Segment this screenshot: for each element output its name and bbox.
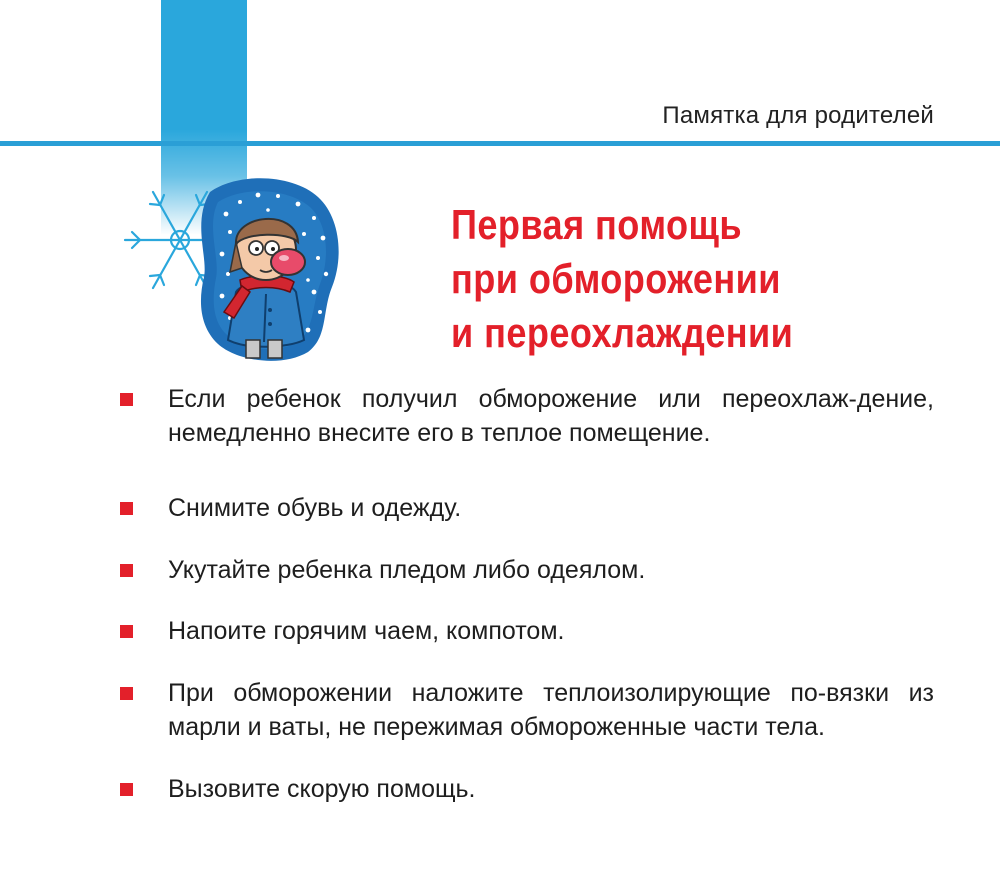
red-square-marker [120, 393, 133, 406]
page-title [451, 198, 812, 360]
list-item [118, 614, 938, 648]
instruction-list [118, 382, 938, 806]
list-item-text: Напоите горячим чаем, компотом. [168, 617, 565, 645]
red-square-marker [120, 783, 133, 796]
title-line-1: Первая помощь [451, 201, 743, 248]
red-square-marker [120, 564, 133, 577]
frozen-child-illustration [118, 162, 358, 367]
list-item-text: Укутайте ребенка пледом либо одеялом. [168, 556, 646, 584]
list-item-text: Вызовите скорую помощь. [168, 775, 476, 803]
list-item [118, 382, 938, 450]
list-item-text: Если ребенок получил обморожение или переохлаж-дение, немедленно внесите его в теплое помещение. [168, 385, 934, 447]
header-rule [0, 141, 1000, 146]
list-item [118, 772, 938, 806]
list-item [118, 491, 938, 525]
list-item [118, 676, 938, 744]
list-item-text: Снимите обувь и одежду. [168, 494, 462, 522]
title-line-3: и переохлаждении [451, 309, 794, 356]
list-item-text: При обморожении наложите теплоизолирующие по-вязки из марли и ваты, не пережимая обмороженные части тела. [168, 679, 934, 741]
red-square-marker [120, 625, 133, 638]
red-square-marker [120, 687, 133, 700]
header-caption: Памятка для родителей [662, 102, 934, 129]
list-item [118, 553, 938, 587]
red-square-marker [120, 502, 133, 515]
title-line-2: при обморожении [451, 255, 781, 302]
